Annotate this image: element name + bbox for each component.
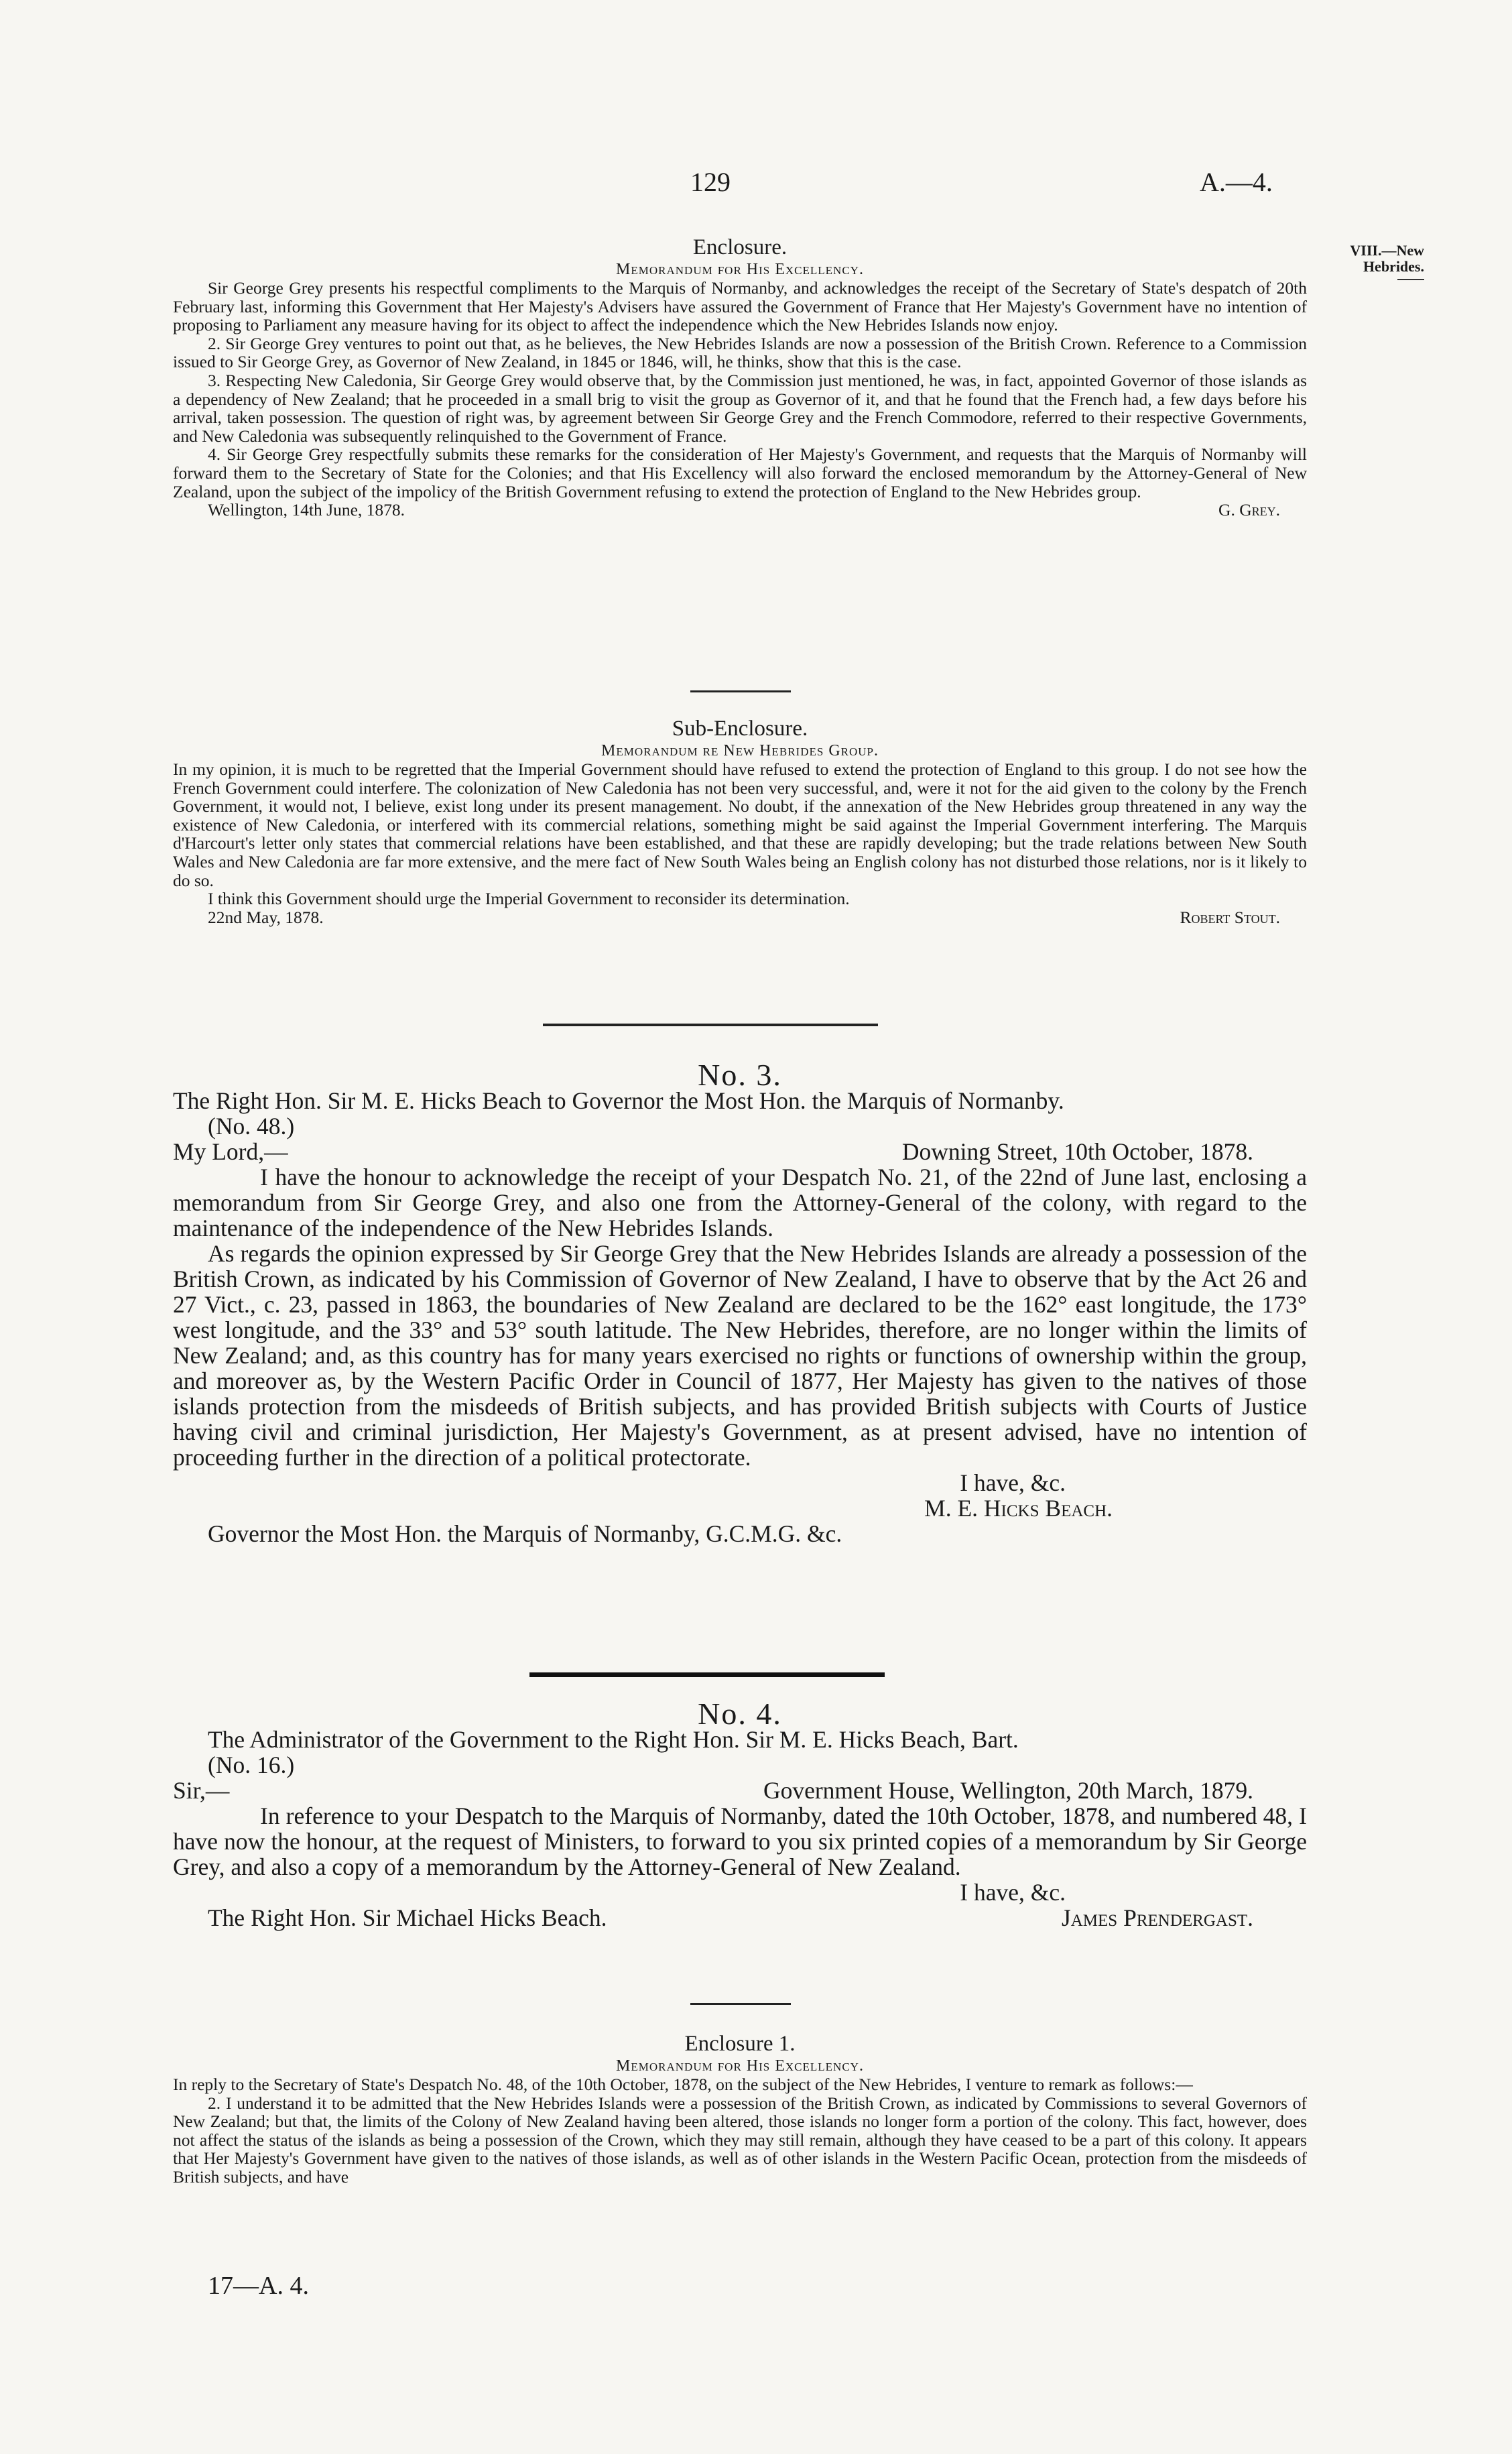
no4-signature: James Prendergast. [1061, 1904, 1253, 1931]
sub-enclosure-signature: Robert Stout. [1180, 907, 1280, 927]
enclosure1-title: Enclosure 1. [684, 2032, 796, 2056]
enclosure-memo-title: Memorandum for His Excellency. [616, 261, 864, 278]
no3-place-date: Downing Street, 10th October, 1878. [901, 1138, 1253, 1165]
enclosure-paragraph-1: Sir George Grey presents his respectful compliments to the Marquis of Normanby, and acknowledges the receipt of the Secretary of State's despatch of 20th February last, informing this Government that Her Majesty's Advisers have assured the Government of France that Her Majesty's Government have no intention of proposing to Parliament any measure having for its object to affect the independence which the New Hebrides Islands now enjoy. [173, 278, 1307, 335]
printer-signature-mark: 17—A. 4. [208, 2272, 309, 2300]
no3-section [173, 1058, 1307, 1547]
enclosure-title: Enclosure. [692, 235, 788, 259]
no3-salutation: My Lord,— [173, 1138, 288, 1165]
no3-paragraph-2: As regards the opinion expressed by Sir George Grey that the New Hebrides Islands are already a possession of the British Crown, as indicated by his Commission of Governor of New Zealand, I have to observe that by the Act 26 and 27 Vict., c. 23, passed in 1863, the boundaries of New Zealand are declared to be the 162° east longitude, the 173° west longitude, and the 33° and 53° south latitude. The New Hebrides, therefore, are no longer within the limits of New Zealand; and, as this country has for many years exercised no rights or functions of ownership within the group, and moreover as, by the Western Pacific Order in Council of 1877, Her Majesty has given to the natives of those islands protection from the misdeeds of British subjects, and has provided British subjects with Courts of Justice having civil and criminal jurisdiction, Her Majesty's Government, as at present advised, have no intention of proceeding further in the direction of a political protectorate. [173, 1240, 1307, 1471]
sub-enclosure-paragraph-2: I think this Government should urge the Imperial Government to reconsider its determination. [208, 889, 850, 909]
enclosure-place-date: Wellington, 14th June, 1878. [208, 500, 405, 520]
margin-note [1324, 243, 1424, 280]
section-divider [690, 690, 791, 692]
no4-heading: No. 4. [698, 1697, 782, 1731]
no4-salutation-row [173, 1778, 1307, 1803]
no4-place-date: Government House, Wellington, 20th March, 1879. [763, 1777, 1253, 1804]
enclosure1-memo-title: Memorandum for His Excellency. [616, 2057, 864, 2075]
sub-enclosure-signoff [173, 908, 1307, 927]
no4-paragraph-1: In reference to your Despatch to the Marquis of Normanby, dated the 10th October, 1878, and numbered 48, I have now the honour, at the request of Ministers, to forward to you six printed copies of a memorandum by Sir George Grey, and also a copy of a memorandum by the Attorney-General of New Zealand. [173, 1802, 1307, 1880]
section-divider [529, 1672, 885, 1677]
page-number: 129 [690, 167, 731, 197]
enclosure-section [173, 235, 1307, 519]
enclosure-paragraph-2: 2. Sir George Grey ventures to point out that, as he believes, the New Hebrides Islands are now a possession of the British Crown. Reference to a Commission issued to Sir George Grey, as Governor of New Zealand, in 1845 or 1846, will, he thinks, show that this is the case. [173, 333, 1307, 372]
section-divider [690, 2003, 791, 2005]
no4-title: The Administrator of the Government to the Right Hon. Sir M. E. Hicks Beach, Bart. [208, 1726, 1019, 1753]
sub-enclosure-date: 22nd May, 1878. [208, 907, 324, 927]
no3-title: The Right Hon. Sir M. E. Hicks Beach to Governor the Most Hon. the Marquis of Normanby. [173, 1087, 1064, 1114]
enclosure-paragraph-4: 4. Sir George Grey respectfully submits these remarks for the consideration of Her Majesty's Government, and requests that the Marquis of Normanby will forward them to the Secretary of State for the Colonies; and that His Excellency will also forward the enclosed memorandum by the Attorney-General of New Zealand, upon the subject of the impolicy of the British Government refusing to extend the protection of England to the New Hebrides group. [173, 444, 1307, 501]
sub-enclosure-section [173, 716, 1307, 926]
enclosure1-paragraph-2: 2. I understand it to be admitted that the New Hebrides Islands were a possession of the British Crown, as indicated by Commissions to several Governors of New Zealand; but that, the limits of the Colony of New Zealand having been altered, those islands no longer form a portion of the colony. This fact, however, does not affect the status of the islands as being a possession of the Crown, which they may still remain, although they have ceased to be a part of this colony. It appears that Her Majesty's Government have given to the natives of those islands, as well as of other islands in the Western Pacific Ocean, protection from the misdeeds of British subjects, and have [173, 2093, 1307, 2187]
enclosure1-section [173, 2031, 1307, 2187]
sub-enclosure-memo-title: Memorandum re New Hebrides Group. [601, 742, 879, 759]
no4-addressee: The Right Hon. Sir Michael Hicks Beach. [208, 1904, 607, 1931]
margin-note-text: VIII.—New Hebrides. [1350, 242, 1424, 275]
enclosure1-paragraph-1: In reply to the Secretary of State's Despatch No. 48, of the 10th October, 1878, on the subject of the New Hebrides, I venture to remark as follows:— [173, 2075, 1193, 2094]
no4-signoff [173, 1905, 1307, 1930]
no4-closing: I have, &c. [960, 1879, 1066, 1906]
enclosure-signature: G. Grey. [1218, 500, 1280, 520]
no3-salutation-row [173, 1139, 1307, 1164]
enclosure-paragraph-3: 3. Respecting New Caledonia, Sir George Grey would observe that, by the Commission just mentioned, he was, in fact, appointed Governor of those islands as a dependency of New Zealand; that he proceeded in a small brig to visit the group as Governor of it, and that he found that the French had, a few days before his arrival, taken possession. The question of right was, by agreement between Sir George Grey and the French Commodore, referred to their respective Governments, and New Caledonia was subsequently relinquished to the Government of France. [173, 370, 1307, 446]
sub-enclosure-title: Sub-Enclosure. [672, 717, 808, 741]
no3-heading: No. 3. [698, 1058, 782, 1092]
document-id: A.—4. [1200, 167, 1273, 197]
margin-note-rule [1397, 279, 1424, 280]
no4-reference: (No. 16.) [208, 1752, 295, 1778]
section-divider [543, 1024, 878, 1026]
no3-reference: (No. 48.) [208, 1113, 295, 1140]
no4-section [173, 1697, 1307, 1931]
no3-closing: I have, &c. [960, 1469, 1066, 1496]
sub-enclosure-paragraph-1: In my opinion, it is much to be regretted that the Imperial Government should have refused to extend the protection of England to this group. I do not see how the French Government could interfere. The colonization of New Caledonia has not been very successful, and, were it not for the aid given to the colony by the French Government, it would not, I believe, exist long under its present management. No doubt, if the annexation of the New Hebrides group threatened in any way the existence of New Caledonia, or interfered with its commercial relations, something might be said against the Imperial Government interfering. The Marquis d'Harcourt's letter only states that commercial relations have been established, and that these are rapidly developing; but the trade relations between New South Wales and New Caledonia are far more extensive, and the mere fact of New South Wales being an English colony has not disturbed those relations, nor is it likely to do so. [173, 759, 1307, 890]
no4-salutation: Sir,— [173, 1777, 230, 1804]
no3-addressee: Governor the Most Hon. the Marquis of Normanby, G.C.M.G. &c. [208, 1520, 842, 1547]
no3-signature: M. E. Hicks Beach. [924, 1495, 1113, 1522]
enclosure-signoff [173, 501, 1307, 519]
no3-paragraph-1: I have the honour to acknowledge the receipt of your Despatch No. 21, of the 22nd of June last, enclosing a memorandum from Sir George Grey, and also one from the Attorney-General of the colony, with regard to the maintenance of the independence of the New Hebrides Islands. [173, 1164, 1307, 1241]
